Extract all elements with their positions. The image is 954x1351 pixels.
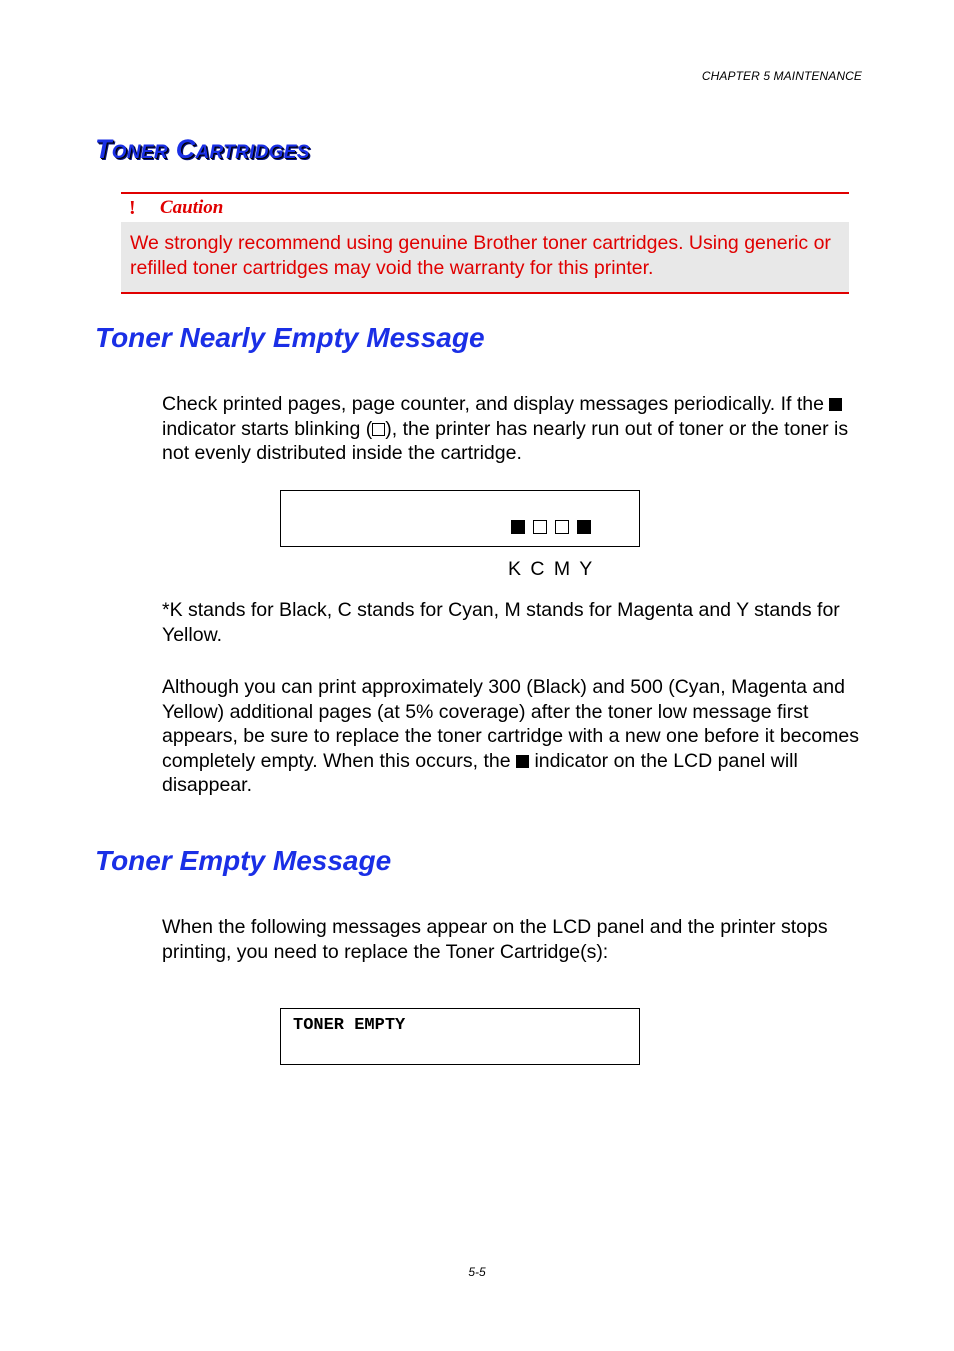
- nearly-empty-paragraph: [162, 392, 862, 466]
- caution-label: Caution: [160, 197, 224, 218]
- toner-indicators: [511, 520, 591, 534]
- paragraph-text: indicator on the LCD panel will disappear.: [162, 749, 798, 796]
- page-title: Toner Cartridges: [95, 134, 310, 164]
- paragraph-text: Check printed pages, page counter, and display messages periodically. If the: [162, 393, 830, 415]
- caution-box: [121, 192, 849, 294]
- exclamation-icon: !: [129, 196, 136, 219]
- paragraph-text: Although you can print approximately 300 (Black) and 500 (Cyan, Magenta and Yellow) additional pages (at 5% coverage) after the toner low message first appears, be sure to replace the toner cartridge with a new one before it becomes completely empty. When this occurs, the: [162, 676, 859, 772]
- paragraph-text: ), the printer has nearly run out of toner or the toner is not evenly distributed inside the cartridge.: [162, 417, 849, 464]
- section-title-nearly-empty: Toner Nearly Empty Message: [95, 322, 485, 353]
- black-toner-indicator-icon: [511, 520, 525, 534]
- lcd-display-toner-empty: [280, 1008, 640, 1065]
- magenta-toner-indicator-icon: [555, 520, 569, 534]
- filled-square-icon: [829, 398, 842, 411]
- empty-square-icon: [372, 423, 385, 436]
- filled-square-icon: [516, 755, 529, 768]
- caution-text: We strongly recommend using genuine Brother toner cartridges. Using generic or refilled toner cartridges may void the warranty for this printer.: [121, 222, 849, 292]
- caution-header: [121, 194, 849, 222]
- section-title-empty: Toner Empty Message: [95, 845, 392, 876]
- paragraph-text: indicator starts blinking (: [162, 417, 373, 440]
- cyan-toner-indicator-icon: [533, 520, 547, 534]
- chapter-header: CHAPTER 5 MAINTENANCE: [701, 69, 862, 83]
- yellow-toner-indicator-icon: [577, 520, 591, 534]
- toner-low-paragraph: [162, 675, 862, 798]
- kcmy-explanation: *K stands for Black, C stands for Cyan, M stands for Magenta and Y stands for Yellow.: [162, 599, 840, 646]
- lcd-message: TONER EMPTY: [293, 1016, 406, 1035]
- toner-empty-paragraph: When the following messages appear on the LCD panel and the printer stops printing, you need to replace the Toner Cartridge(s):: [162, 916, 828, 963]
- kcmy-label: K C M Y: [508, 558, 593, 580]
- lcd-display-indicators: [280, 490, 640, 547]
- page-number: 5-5: [468, 1265, 486, 1279]
